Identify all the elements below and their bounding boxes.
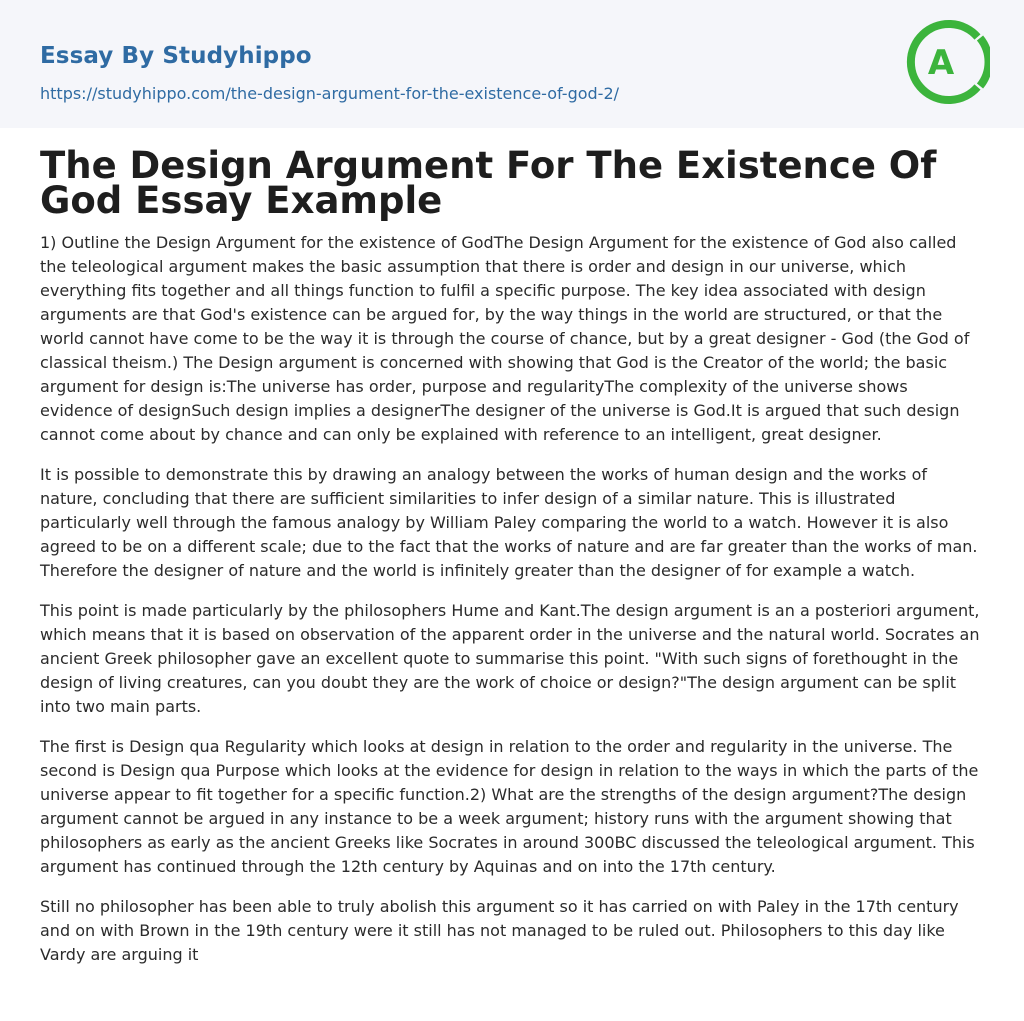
logo-letter: A <box>927 43 955 83</box>
site-header <box>0 0 1024 128</box>
essay-title: The Design Argument For The Existence Of God Essay Example <box>40 144 937 222</box>
essay-paragraph-1: 1) Outline the Design Argument for the existence of GodThe Design Argument for the existence of God also called the teleological argument makes the basic assumption that there is order and design in our universe, which everything fits together and all things function to fulfil a specific purpose. The key idea associated with design arguments are that God's existence can be argued for, by the way things in the world are structured, or that the world cannot have come to be the way it is through the course of chance, but by a great designer - God (the God of classical theism.) The Design argument is concerned with showing that God is the Creator of the world; the basic argument for design is:The universe has order, purpose and regularityThe complexity of the universe shows evidence of designSuch design implies a designerThe designer of the universe is God.It is argued that such design cannot come about by chance and can only be explained with reference to an intelligent, great designer. <box>40 233 970 444</box>
brand-title: Essay By Studyhippo <box>40 43 312 69</box>
essay-paragraph-5: Still no philosopher has been able to truly abolish this argument so it has carried on with Paley in the 17th century and on with Brown in the 19th century were it still has not managed to be ruled out. Philosophers to this day like Vardy are arguing it <box>40 897 959 964</box>
essay-content <box>40 144 985 983</box>
essay-paragraph-4: The first is Design qua Regularity which looks at design in relation to the order and regularity in the universe. The second is Design qua Purpose which looks at the evidence for design in relation to the ways in which the parts of the universe appear to fit together for a specific function.2) What are the strengths of the design argument?The design argument cannot be argued in any instance to be a week argument; history runs with the argument showing that philosophers as early as the ancient Greeks like Socrates in around 300BC discussed the teleological argument. This argument has continued through the 12th century by Aquinas and on into the 17th century. <box>40 737 979 876</box>
source-url-link[interactable]: https://studyhippo.com/the-design-argument-for-the-existence-of-god-2/ <box>40 84 620 103</box>
essay-paragraph-2: It is possible to demonstrate this by drawing an analogy between the works of human design and the works of nature, concluding that there are sufficient similarities to infer design of a similar nature. This is illustrated particularly well through the famous analogy by William Paley comparing the world to a watch. However it is also agreed to be on a different scale; due to the fact that the works of nature and are far greater than the works of man. Therefore the designer of nature and the world is infinitely greater than the designer of for example a watch. <box>40 465 978 580</box>
essay-paragraph-3: This point is made particularly by the philosophers Hume and Kant.The design argument is an a posteriori argument, which means that it is based on observation of the apparent order in the universe and the natural world. Socrates an ancient Greek philosopher gave an excellent quote to summarise this point. "With such signs of forethought in the design of living creatures, can you doubt they are the work of choice or design?"The design argument can be split into two main parts. <box>40 601 980 716</box>
studyhippo-logo-icon[interactable] <box>904 17 990 107</box>
